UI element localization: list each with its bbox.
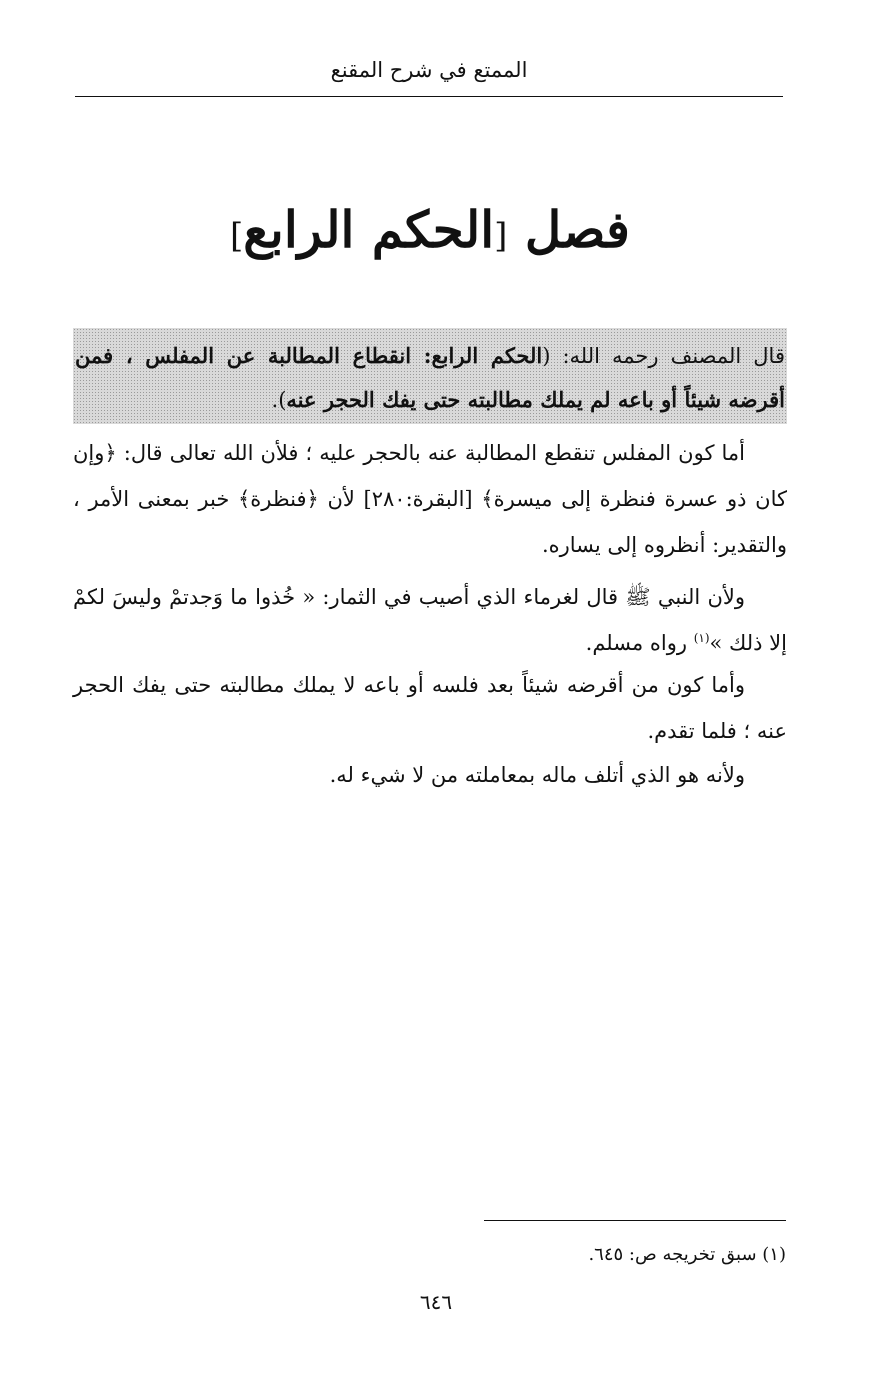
page-number: ٦٤٦ xyxy=(419,1290,453,1314)
matn-bold-text: الحكم الرابع: انقطاع المطالبة عن المفلس ، فمن أقرضه شيئاً أو باعه لم يملك مطالبته حتى يفك الحجر عنه xyxy=(75,343,785,412)
matn-quote-box xyxy=(73,328,787,424)
paragraph-2-text: ولأن النبي ﷺ قال لغرماء الذي أصيب في الثمار: « خُذوا ما وَجدتمْ وليسَ لكمْ إلا ذلك » xyxy=(73,585,787,655)
paragraph-2-tail: رواه مسلم. xyxy=(585,631,694,655)
paragraph-3: وأما كون من أقرضه شيئاً بعد فلسه أو باعه لا يملك مطالبته حتى يفك الحجر عنه ؛ فلما تقدم. xyxy=(73,673,787,743)
bracket-open: [ xyxy=(494,216,508,256)
chapter-subtitle: الحكم الرابع xyxy=(243,200,495,259)
chapter-word: فصل xyxy=(524,200,630,259)
footnote: (١) سبق تخريجه ص: ٦٤٥. xyxy=(588,1244,786,1265)
paragraph-4: ولأنه هو الذي أتلف ماله بمعاملته من لا شيء له. xyxy=(329,763,745,787)
paragraph-2 xyxy=(73,574,787,666)
bracket-close: ] xyxy=(230,216,244,256)
paragraph-1: أما كون المفلس تنقطع المطالبة عنه بالحجر عليه ؛ فلأن الله تعالى قال: ﴿وإن كان ذو عسرة فنظرة إلى ميسرة﴾ [البقرة:٢٨٠] لأن ﴿فنظرة﴾ خبر بمعنى الأمر ، والتقدير: أنظروه إلى يساره. xyxy=(73,441,787,557)
chapter-title xyxy=(120,200,740,259)
footnote-reference: (١) xyxy=(693,631,710,645)
running-header: الممتع في شرح المقنع xyxy=(330,58,528,82)
footnote-rule xyxy=(484,1220,786,1221)
matn-close: ). xyxy=(271,388,287,412)
header-rule xyxy=(75,96,783,97)
matn-intro: قال المصنف رحمه الله: ( xyxy=(542,344,785,368)
